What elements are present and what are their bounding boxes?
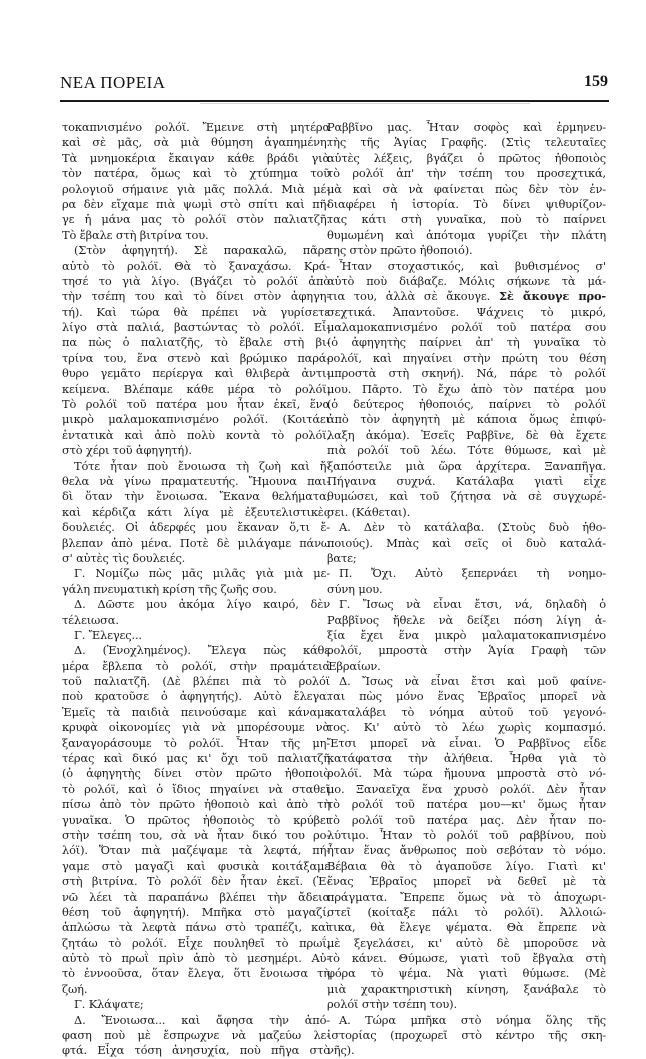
- line-text: λόϊ). Ὅταν πιὰ μαζέψαμε τὰ λεφτά, πή-: [62, 843, 330, 858]
- line-text: (ὁ ἀφηγητὴς δίνει στὸν πρῶτο ἠθοποιὸ: [62, 766, 330, 781]
- line-text: τὴς τῆς Ἁγίας Γραφῆς. (Στὶς τελευταῖες: [327, 135, 606, 150]
- line-text: (Στὸν ἀφηγητή). Σὲ παρακαλῶ, πᾶρε: [74, 243, 330, 258]
- line-text: Τότε ἦταν ποὺ ἔνοιωσα τὴ ζωὴ καὶ ἤ-: [74, 458, 330, 473]
- text-line: [327, 643, 606, 658]
- text-line: [327, 689, 606, 704]
- text-line: [62, 166, 330, 181]
- text-line: [62, 828, 330, 843]
- text-line: [327, 135, 606, 150]
- text-line: [62, 397, 330, 412]
- text-line: [327, 166, 606, 181]
- line-text: κρυφὰ οἰκονομίες γιὰ νὰ μπορέσουμε νὰ: [62, 720, 330, 735]
- text-line: [327, 489, 606, 504]
- line-text: μου. Πᾶρτο. Τὸ ἔχω ἀπὸ τὸν πατέρα μου: [327, 381, 606, 396]
- line-text: δὶ ὅταν τὴν ἔνοιωσα. Ἔκανα θελήματα,: [62, 489, 330, 504]
- text-line: [327, 182, 606, 197]
- text-line: [327, 905, 606, 920]
- line-text: σεχτικά. Ἀπαντοῦσε. Ψάχνεις τὸ μικρό,: [327, 304, 606, 319]
- line-text: νῶ λέει τὰ παραπάνω βλέπει τὴν ἄδεια: [62, 889, 330, 904]
- text-line: [327, 828, 606, 843]
- line-text: μαλαμοκαπνισμένο ρολόϊ τοῦ πατέρα σου: [327, 320, 606, 335]
- line-text: γαμε στὸ μαγαζὶ καὶ φυσικὰ κοιτάξαμε: [62, 858, 330, 873]
- text-line: [62, 582, 330, 597]
- text-line: [327, 228, 606, 243]
- line-text: Ἑβραίων.: [327, 658, 381, 673]
- line-text: ξαπόστειλε μιὰ ὥρα ἀρχίτερα. Ξαναπῆγα.: [327, 458, 606, 473]
- text-line: [62, 813, 330, 828]
- line-text: Α. Δὲν τὸ κατάλαβα. (Στοὺς δυὸ ἠθο-: [339, 520, 606, 535]
- line-text: Βέβαια θὰ τὸ ἀγαποῦσε λίγο. Γιατὶ κι': [327, 858, 606, 873]
- line-text: τια του, ἀλλὰ σὲ ἄκουγε.: [327, 289, 491, 304]
- text-line: [327, 982, 606, 997]
- line-text: ζητάω τὸ ρολόϊ. Εἶχε πουληθεῖ τὸ πρωΐ,: [62, 935, 330, 950]
- text-line: [327, 397, 606, 412]
- text-line: [327, 997, 606, 1012]
- text-line: [327, 966, 606, 981]
- running-header: [60, 73, 608, 95]
- line-text: τέλειωσα.: [62, 612, 119, 627]
- line-text: γε ἡ μάνα μας τὸ ρολόϊ στὸν παλιατζῆ.: [62, 212, 330, 227]
- line-text: Γ. Κλάψατε;: [74, 997, 144, 1012]
- line-text: ποὺ κρατοῦσε ὁ ἀφηγητής). Αὐτὸ ἔλεγα.: [62, 689, 330, 704]
- line-text: Α. Τώρα μπῆκα στὸ νόημα ὅλης τῆς: [339, 1012, 606, 1027]
- text-line: [62, 182, 330, 197]
- line-text: τοκαπνισμένο ρολόϊ. Ἔμεινε στὴ μητέρα: [62, 120, 330, 134]
- text-line: [62, 597, 330, 612]
- line-text: Γ. Νομίζω πὼς μᾶς μιλᾶς γιὰ μιὰ με-: [74, 566, 330, 581]
- line-text: ἐντατικὰ καὶ ἀπὸ πολὺ κοντὰ τὸ ρολόϊ,: [62, 427, 330, 442]
- line-text: θυμωμένη καὶ ἀπότομα γυρίζει τὴν πλάτη: [327, 227, 606, 242]
- text-line: [327, 613, 606, 628]
- line-text: ρολογιοῦ σήμαινε γιὰ μᾶς πολλά. Μιὰ μέ-: [62, 181, 330, 196]
- text-line: [327, 936, 606, 951]
- emphasized-text: Σὲ ἄκουγε προ-: [498, 289, 606, 304]
- text-line: [327, 351, 606, 366]
- journal-title: ΝΕΑ ΠΟΡΕΙΑ: [60, 73, 166, 92]
- text-line: [62, 551, 330, 566]
- line-text: πιὰ ρολόϊ τοῦ λέω. Τότε θύμωσε, καὶ μὲ: [327, 443, 606, 458]
- text-line: [327, 797, 606, 812]
- text-line: [327, 536, 606, 551]
- text-line: [327, 505, 606, 520]
- text-line: [327, 320, 606, 335]
- text-line: [62, 443, 330, 458]
- text-line: [327, 289, 606, 304]
- line-text: θυμώσει, καὶ τοῦ ζήτησα νὰ σὲ συγχωρέ-: [327, 489, 606, 504]
- text-line: [62, 613, 330, 628]
- line-text: σ' αὐτὲς τὶς δουλειές.: [62, 550, 186, 565]
- text-line: [62, 751, 330, 766]
- text-line: [62, 797, 330, 812]
- line-text: σύνη μου.: [327, 581, 383, 596]
- text-line: [62, 382, 330, 397]
- line-text: Ἔτσι μπορεῖ νὰ εἶναι. Ὁ Ραββῖνος εἶδε: [327, 735, 606, 750]
- line-text: γυναῖκα. Ὁ πρῶτος ἠθοποιὸς τὸ κρύβει: [62, 812, 330, 827]
- header-rule: [60, 100, 609, 102]
- text-line: [327, 551, 606, 566]
- text-line: [327, 474, 606, 489]
- line-text: τή). Καὶ τώρα θὰ πρέπει νὰ γυρίσετε: [62, 304, 330, 319]
- line-text: τησέ το γιὰ λίγο. (Βγάζει τὸ ρολόϊ ἀπὸ: [62, 273, 330, 288]
- line-text: διαφέρει ἡ ἱστορία. Τὸ δίνει ψιθυρίζον-: [327, 196, 606, 211]
- line-text: τρίνα του, ἕνα στενὸ καὶ βρώμικο παρά-: [62, 350, 330, 365]
- text-line: [327, 197, 606, 212]
- text-line: [327, 951, 606, 966]
- line-text: τέρας καὶ δικό μας κι' ὄχι τοῦ παλιατζῆ: [62, 751, 330, 766]
- text-line: [62, 412, 330, 427]
- line-text: πίσω ἀπὸ τὸν πρῶτο ἠθοποιὸ καὶ ἀπὸ τὴ: [62, 797, 330, 812]
- line-text: Γ. Ἔλεγες...: [74, 627, 142, 642]
- line-text: Ἦταν στοχαστικός, καὶ βυθισμένος σ': [339, 258, 606, 273]
- text-line: [327, 412, 606, 427]
- text-line: [327, 920, 606, 935]
- page-number: 159: [584, 73, 608, 90]
- text-line: [327, 751, 606, 766]
- text-line: [62, 628, 330, 643]
- text-line: [62, 135, 330, 150]
- line-text: αὐτὸ ποὺ διάβαζε. Μόλις σήκωνε τὰ μά-: [327, 273, 606, 288]
- line-text: Δ. Δῶστε μου ἀκόμα λίγο καιρό, δὲν: [74, 597, 330, 612]
- line-text: Ἐμεῖς τὰ παιδιὰ πεινούσαμε καὶ κάναμε: [62, 704, 330, 719]
- text-line: [62, 428, 330, 443]
- line-text: στὴν τσέπη του, σὰ νὰ ἦταν δικό του ρο-: [62, 827, 330, 842]
- line-text: κείμενα. Βλέπαμε κάθε μέρα τὸ ρολόϊ.: [62, 381, 330, 396]
- text-line: [327, 1043, 606, 1058]
- text-line: [62, 951, 330, 966]
- text-line: [62, 905, 330, 920]
- line-text: καὶ σὲ μᾶς, σὰ μιὰ θύμηση ἀγαπημένη.: [62, 135, 330, 150]
- line-text: (ὁ ἀφηγητὴς παίρνει ἀπ' τὴ γυναῖκα τὸ: [327, 335, 606, 350]
- line-text: πράγματα. Ἔπρεπε ὅμως νὰ τὸ ἀποχωρι-: [327, 889, 606, 904]
- text-line: [327, 720, 606, 735]
- line-text: θυρο γεμᾶτο περίεργα καὶ θλιβερὰ ἀντι-: [62, 366, 330, 381]
- text-line: [327, 736, 606, 751]
- line-text: ξία ἔχει ἕνα μικρὸ μαλαματοκαπνισμένο: [327, 627, 606, 642]
- text-line: [62, 459, 330, 474]
- line-text: ρολόϊ στὴν τσέπη του).: [327, 997, 457, 1012]
- line-text: τὸ ρολόϊ τοῦ πατέρα μας. Δὲν ἦταν πο-: [327, 812, 606, 827]
- text-line: [62, 936, 330, 951]
- line-text: φόρα τὸ ψέμα. Νὰ γιατὶ θύμωσε. (Μὲ: [327, 966, 606, 981]
- line-text: λαξη ἀκόμα). Ἐσεῖς Ραββῖνε, δὲ θὰ ἔχετε: [327, 427, 606, 442]
- line-text: Δ. Ἔνοιωσα... καὶ ἄφησα τὴν ἀπό-: [74, 1012, 330, 1027]
- text-line: [62, 1028, 330, 1043]
- line-text: αὐτὸ τὸ ρολόϊ. Θὰ τὸ ξαναχάσω. Κρά-: [62, 258, 330, 273]
- text-line: [327, 659, 606, 674]
- line-text: τὴν τσέπη του καὶ τὸ δίνει στὸν ἀφηγη-: [62, 289, 330, 304]
- line-text: αὐτὸ τὸ πρωῒ πρὶν ἀπὸ τὸ μεσημέρι. Αὐ-: [62, 951, 330, 966]
- text-line: [62, 736, 330, 751]
- line-text: ἦταν ἕνας ἄνθρωπος ποὺ σεβόταν τὸ νόμο.: [327, 843, 606, 858]
- line-text: μὰ καὶ σὰ νὰ φαίνεται πὼς δὲν τὸν ἐν-: [327, 181, 606, 196]
- text-line: [327, 1028, 606, 1043]
- text-line: [62, 566, 330, 581]
- text-line: [62, 351, 330, 366]
- text-line: [62, 243, 330, 258]
- text-line: [327, 428, 606, 443]
- line-text: καταλάβει τὸ νόημα αὐτοῦ τοῦ γεγονό-: [327, 704, 606, 719]
- line-text: μέρα ἔβλεπα τὸ ρολόϊ, στὴν πραμάτεια: [62, 658, 330, 673]
- line-text: τὸ ρολόϊ, καὶ ὁ ἴδιος πηγαίνει νὰ σταθεῖ: [62, 781, 330, 796]
- line-text: αὐτὲς λέξεις, βγάζει ὁ πρῶτος ἠθοποιὸς: [327, 150, 606, 165]
- text-line: [327, 843, 606, 858]
- text-line: [62, 890, 330, 905]
- text-line: [62, 720, 330, 735]
- text-line: [327, 890, 606, 905]
- text-line: [327, 243, 606, 258]
- text-line: [62, 982, 330, 997]
- line-text: γάλη πνευματικὴ κρίση τῆς ζωῆς σου.: [62, 581, 277, 596]
- line-text: ται πὼς μόνο ἕνας Ἑβραῖος μπορεῖ νὰ: [327, 689, 606, 704]
- text-line: [62, 920, 330, 935]
- line-text: φτά. Εἶχα τόση ἀνησυχία, ποὺ πῆγα στὸ: [62, 1043, 330, 1058]
- line-text: Πήγαινα συχνά. Κατάλαβα γιατὶ εἶχε: [327, 473, 606, 488]
- line-text: μικρὸ μαλαμοκαπνισμένο ρολόϊ. (Κοιτάει: [62, 412, 330, 427]
- line-text: μὲ ξεγελάσει, κι' αὐτὸ δὲ μποροῦσε νὰ: [327, 935, 606, 950]
- line-text: Τὰ μνημοκέρια ἔκαιγαν κάθε βράδι γιὰ: [62, 150, 330, 165]
- line-text: στὸ χέρι τοῦ ἀφηγητή).: [62, 443, 192, 458]
- text-line: [327, 1013, 606, 1028]
- right-column: [327, 120, 606, 1059]
- text-line: [327, 443, 606, 458]
- text-line: [62, 705, 330, 720]
- line-text: Τὸ ἔβαλε στὴ βιτρίνα του.: [62, 227, 209, 242]
- text-line: [327, 305, 606, 320]
- line-text: στεῖ (κοίταξε πάλι τὸ ρολόϊ). Ἀλλοιώ-: [327, 904, 606, 919]
- line-text: Π. Ὄχι. Αὐτὸ ξεπερνάει τὴ νοημο-: [339, 566, 606, 581]
- text-line: [327, 705, 606, 720]
- text-line: [62, 289, 330, 304]
- text-line: [62, 997, 330, 1012]
- line-text: τικα, θὰ ἔλεγε ψέματα. Θὰ ἔπρεπε νὰ: [327, 920, 606, 935]
- line-text: μο. Ξαναεῖχα ἕνα χρυσὸ ρολόϊ. Δὲν ἦταν: [327, 781, 606, 796]
- text-line: [327, 274, 606, 289]
- text-line: [62, 505, 330, 520]
- line-text: Ραββῖνο μας. Ἦταν σοφὸς καὶ ἑρμηνευ-: [327, 120, 606, 134]
- text-line: [62, 766, 330, 781]
- line-text: τὸ ρολόϊ τοῦ πατέρα μου—κι' ὅμως ἦταν: [327, 797, 606, 812]
- text-line: [62, 259, 330, 274]
- text-line: [62, 1043, 330, 1058]
- line-text: λίγο στὰ παλιά, βαστώντας τὸ ρολόϊ. Εἶ-: [62, 320, 330, 335]
- text-line: [327, 120, 606, 135]
- line-text: ζωή.: [62, 981, 88, 996]
- line-text: Γ. Ἴσως νὰ εἶναι ἔτσι, νά, δηλαδὴ ὁ: [339, 597, 606, 612]
- line-text: βλεπαν ἀπὸ μένα. Ποτὲ δὲ μιλάγαμε πάνω: [62, 535, 330, 550]
- text-line: [62, 228, 330, 243]
- line-text: ἕνας Ἑβραῖος μπορεῖ νὰ δεθεῖ μὲ τὰ: [327, 874, 606, 889]
- text-line: [327, 335, 606, 350]
- line-text: Τὸ ρολόϊ τοῦ πατέρα μου ἦταν ἐκεῖ, ἕνα: [62, 397, 330, 412]
- text-line: [62, 151, 330, 166]
- header-rule-bleed: [200, 103, 530, 104]
- text-line: [62, 1013, 330, 1028]
- line-text: τὸ ρολόϊ ἀπ' τὴν τσέπη του προσεχτικά,: [327, 166, 606, 181]
- text-line: [327, 628, 606, 643]
- text-line: [62, 197, 330, 212]
- text-line: [327, 459, 606, 474]
- line-text: λύτιμο. Ἦταν τὸ ρολόϊ τοῦ ραββίνου, ποὺ: [327, 827, 606, 842]
- line-text: νῆς).: [327, 1043, 355, 1058]
- line-text: ἱστορίας (προχωρεῖ στὸ κέντρο τῆς σκη-: [327, 1028, 606, 1043]
- text-line: [327, 674, 606, 689]
- text-line: [327, 259, 606, 274]
- line-text: ξαναγοράσουμε τὸ ρολόϊ. Ἦταν τῆς μη-: [62, 735, 330, 750]
- text-line: [62, 474, 330, 489]
- text-line: [62, 120, 330, 135]
- line-text: θελα νὰ γίνω πραματευτής. Ἤμουνα παι-: [62, 473, 330, 488]
- text-line: [327, 382, 606, 397]
- text-line: [327, 151, 606, 166]
- text-line: [62, 874, 330, 889]
- text-line: [62, 489, 330, 504]
- text-line: [62, 305, 330, 320]
- text-line: [62, 782, 330, 797]
- text-line: [62, 659, 330, 674]
- line-text: τὸ ἐννοοῦσα, ὅταν ἔλεγα, ὅτι ἔνοιωσα τὴ: [62, 966, 330, 981]
- text-line: [327, 874, 606, 889]
- line-text: κατάφατσα τὴν ἀλήθεια. Ἦρθα γιὰ τὸ: [327, 751, 606, 766]
- text-line: [62, 320, 330, 335]
- text-line: [327, 597, 606, 612]
- line-text: Δ. Ἴσως νὰ εἶναι ἔτσι καὶ μοῦ φαίνε-: [339, 674, 606, 689]
- line-text: τὸ κάνει. Θύμωσε, γιατὶ τοῦ ἔβγαλα στὴ: [327, 951, 606, 966]
- line-text: στὴ βιτρίνα. Τὸ ρολόϊ δὲν ἦταν ἐκεῖ. (Ἐ-: [62, 874, 330, 889]
- line-text: σει. (Κάθεται).: [327, 504, 411, 519]
- line-text: μιὰ χαρακτηριστικὴ κίνηση, ξανάβαλε τὸ: [327, 981, 606, 996]
- text-line: [327, 566, 606, 581]
- text-line: [62, 689, 330, 704]
- text-line: [62, 536, 330, 551]
- text-line: [62, 520, 330, 535]
- line-text: τος. Κι' αὐτὸ τὸ λέω χωρὶς κομπασμό.: [327, 720, 606, 735]
- text-line: [327, 859, 606, 874]
- line-text: τὸν πατέρα, ὅμως καὶ τὸ χτύπημα τοῦ: [62, 166, 330, 181]
- line-text: (ὁ δεύτερος ἠθοποιός, παίρνει τὸ ρολόϊ: [327, 397, 606, 412]
- line-text: τας κάτι στὴ γυναῖκα, ποὺ τὸ παίρνει: [327, 212, 606, 227]
- line-text: ποιούς). Μπὰς καὶ σεῖς οἱ δυὸ καταλά-: [327, 535, 606, 550]
- line-text: καὶ κέρδιζα κάτι λίγα μὲ ἐξευτελιστικὲς: [62, 504, 330, 519]
- line-text: ἁπλώσω τὰ λεφτὰ πάνω στὸ τραπέζι, καὶ: [62, 920, 330, 935]
- line-text: φαση ποὺ μὲ ἔσπρωχνε νὰ μαζεύω λε-: [62, 1028, 330, 1043]
- text-line: [62, 966, 330, 981]
- line-text: βατε;: [327, 550, 357, 565]
- text-line: [327, 582, 606, 597]
- text-line: [62, 643, 330, 658]
- text-line: [327, 520, 606, 535]
- line-text: ρα δὲν εἴχαμε πιὰ ψωμὶ στὸ σπίτι καὶ πῆ-: [62, 196, 330, 211]
- line-text: της στὸν πρῶτο ἠθοποιό).: [327, 243, 473, 258]
- text-line: [62, 843, 330, 858]
- text-line: [327, 766, 606, 781]
- text-line: [62, 335, 330, 350]
- line-text: ρολόϊ, μπροστὰ στὴν Ἁγία Γραφὴ τῶν: [327, 643, 606, 658]
- left-column: [62, 120, 330, 1059]
- line-text: ρολόϊ, καὶ πηγαίνει στὴν πρώτη του θέση: [327, 350, 606, 365]
- line-text: μπροστὰ στὴ σκηνή). Νά, πάρε τὸ ρολόϊ: [327, 366, 606, 381]
- text-line: [327, 813, 606, 828]
- text-line: [62, 674, 330, 689]
- line-text: τοῦ παλιατζῆ. (Δὲ βλέπει πιὰ τὸ ρολόϊ: [62, 674, 330, 689]
- line-text: πα πὼς ὁ παλιατζῆς, τὸ ἔβαλε στὴ βι-: [62, 335, 330, 350]
- text-line: [62, 274, 330, 289]
- line-text: ἀπὸ τὸν ἀφηγητὴ μὲ κάποια ὅμως ἐπιφύ-: [327, 412, 606, 427]
- line-text: θέση τοῦ ἀφηγητή). Μπῆκα στὸ μαγαζί,: [62, 904, 330, 919]
- line-text: δουλειές. Οἱ ἀδερφές μου ἔκαναν ὅ,τι ἔ-: [62, 520, 330, 535]
- text-line: [327, 366, 606, 381]
- text-line: [62, 859, 330, 874]
- line-text: Δ. (Ἐνοχλημένος). Ἔλεγα πὼς κάθε: [74, 643, 330, 658]
- text-line: [327, 212, 606, 227]
- text-line: [327, 782, 606, 797]
- line-text: ρολόϊ. Μὰ τώρα ἤμουνα μπροστὰ στὸ νό-: [327, 766, 606, 781]
- text-line: [62, 366, 330, 381]
- line-text: Ραββῖνος ἤθελε νὰ δείξει πόση λίγη ἀ-: [327, 612, 606, 627]
- text-line: [62, 212, 330, 227]
